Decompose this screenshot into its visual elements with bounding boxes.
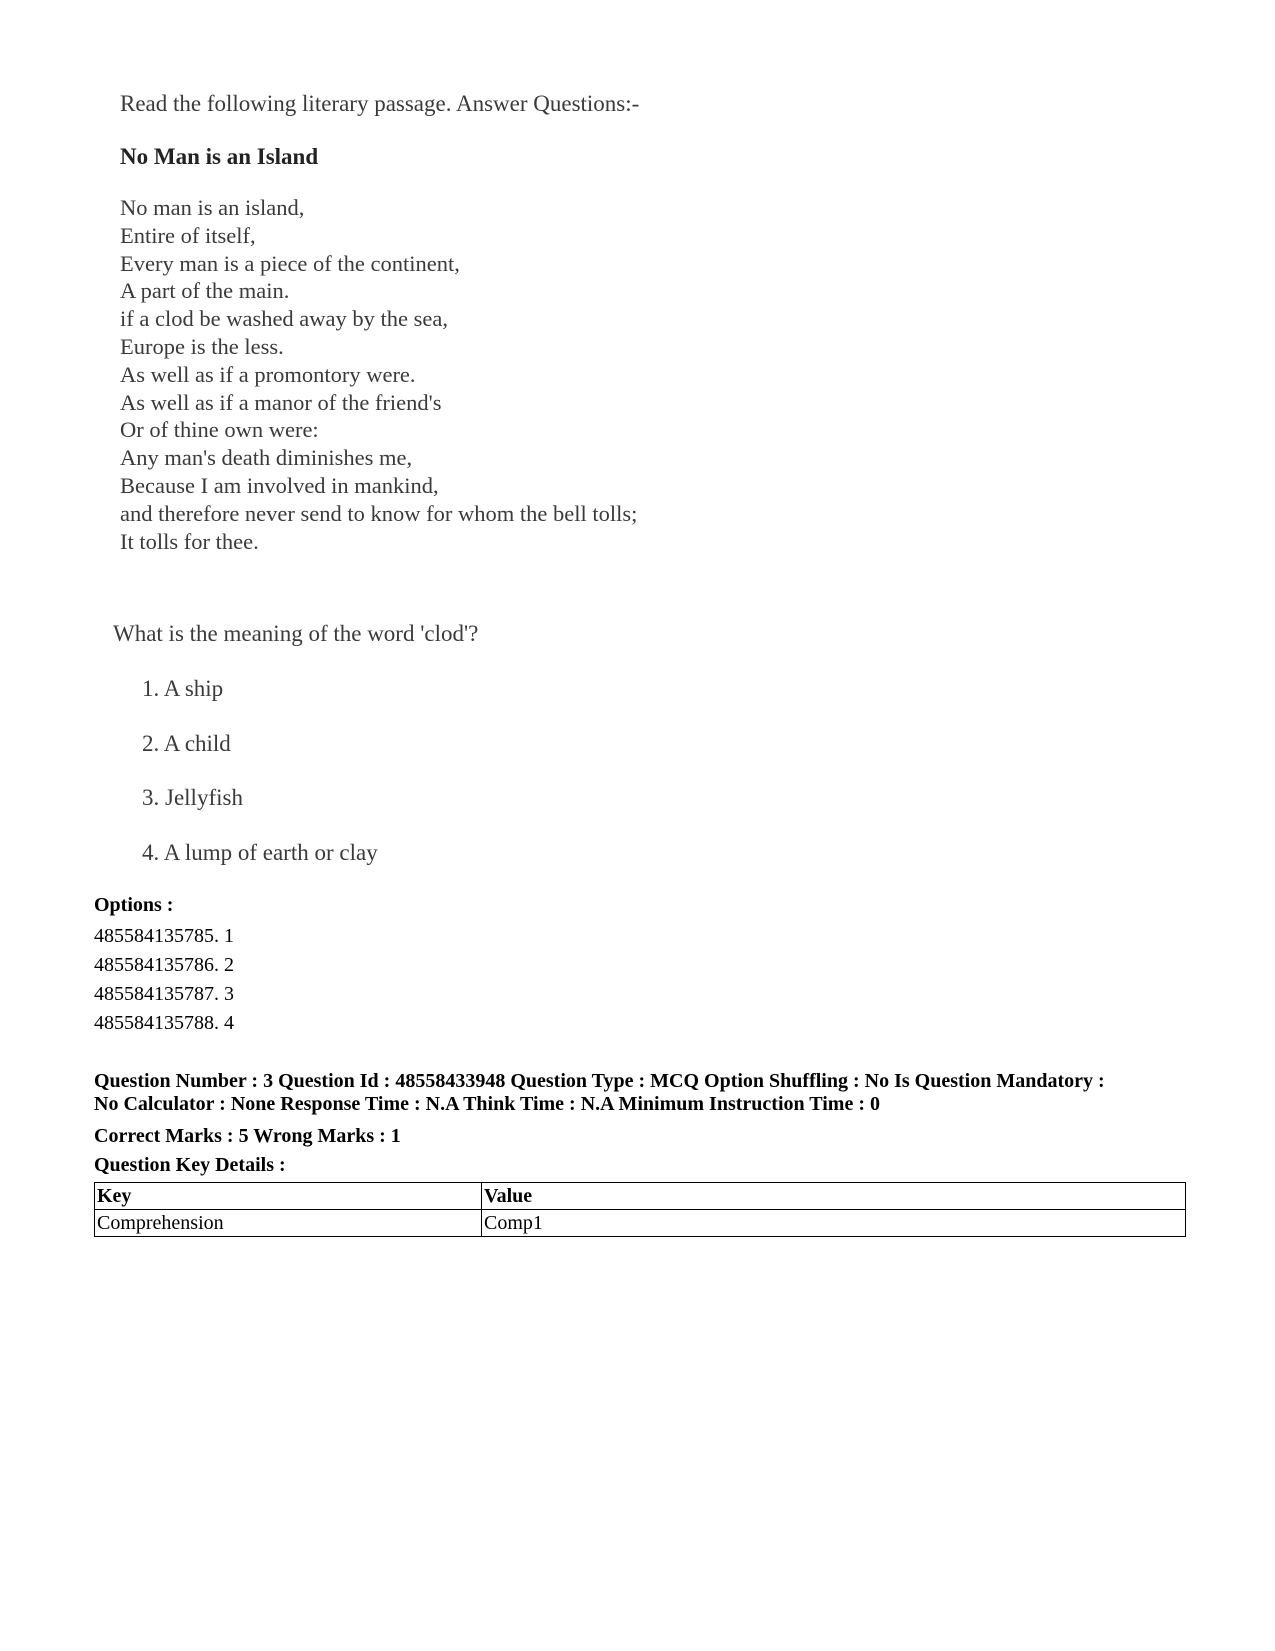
poem-line: It tolls for thee. (120, 528, 259, 554)
poem-line: As well as if a manor of the friend's (120, 389, 442, 415)
poem-line: Because I am involved in mankind, (120, 472, 439, 498)
answer-choices (142, 674, 378, 892)
option-item: 485584135785. 1 (94, 925, 234, 947)
poem-line: As well as if a promontory were. (120, 361, 416, 387)
poem-line: Every man is a piece of the continent, (120, 250, 460, 276)
table-row (95, 1210, 1186, 1237)
answer-choice: 3. Jellyfish (142, 785, 243, 810)
key-details-label: Question Key Details : (94, 1154, 286, 1176)
table-cell-value: Comp1 (482, 1210, 1186, 1237)
answer-choice: 1. A ship (142, 676, 224, 701)
poem-lines (120, 194, 637, 555)
question-meta-line: Question Number : 3 Question Id : 48558433948 Question Type : MCQ Option Shuffling : No Is Question Mandatory : (94, 1070, 1105, 1092)
poem-line: A part of the main. (120, 278, 290, 304)
option-item: 485584135787. 3 (94, 983, 234, 1005)
question-meta-line: No Calculator : None Response Time : N.A Think Time : N.A Minimum Instruction Time : 0 (94, 1093, 880, 1115)
options-label: Options : (94, 894, 174, 916)
poem-line: and therefore never send to know for whom the bell tolls; (120, 500, 638, 526)
poem-line: Entire of itself, (120, 222, 256, 248)
marks-info: Correct Marks : 5 Wrong Marks : 1 (94, 1125, 401, 1147)
table-cell-key: Comprehension (95, 1210, 482, 1237)
table-header-value: Value (482, 1183, 1186, 1210)
answer-choice: 4. A lump of earth or clay (142, 839, 378, 865)
poem-line: No man is an island, (120, 195, 305, 220)
passage-image (90, 70, 710, 870)
poem-title: No Man is an Island (120, 144, 319, 169)
poem-line: Any man's death diminishes me, (120, 445, 413, 471)
table-header-key: Key (95, 1183, 482, 1210)
poem-line: if a clod be washed away by the sea, (120, 306, 448, 332)
answer-choice: 2. A child (142, 730, 231, 756)
table-header-row (95, 1183, 1186, 1210)
option-item: 485584135788. 4 (94, 1012, 234, 1034)
passage-instruction: Read the following literary passage. Answer Questions:- (120, 91, 640, 116)
options-list (94, 922, 234, 1038)
option-item: 485584135786. 2 (94, 954, 234, 976)
poem-line: Or of thine own were: (120, 417, 319, 443)
question-text: What is the meaning of the word 'clod'? (113, 621, 479, 646)
key-details-table (94, 1182, 1186, 1237)
question-meta (94, 1070, 1184, 1116)
poem-line: Europe is the less. (120, 333, 284, 359)
